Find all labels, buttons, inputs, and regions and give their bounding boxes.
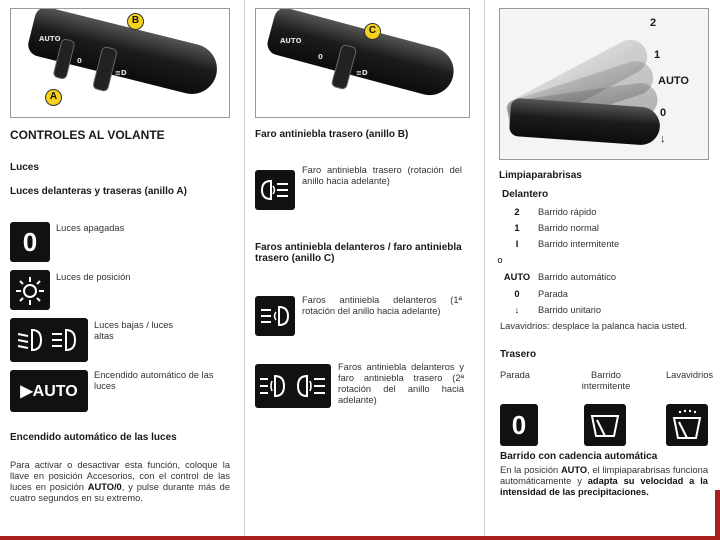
washer-text: Lavavidrios: desplace la palanca hacia usted. xyxy=(500,321,688,331)
item-label: Luces bajas / luces altas xyxy=(94,320,174,341)
callout-c: C xyxy=(364,23,381,40)
section-rear-fog: Faro antiniebla trasero (anillo B) xyxy=(255,129,409,140)
position-label: 2 xyxy=(650,17,657,29)
light-lever-photo xyxy=(10,8,230,118)
both-fog-icon xyxy=(255,364,331,408)
cadencia-paragraph: En la posición AUTO, el limpiaparabrisas funciona automáticamente y adapta su velocidad a la intensidad de las precipitaciones. xyxy=(500,465,709,497)
column-divider xyxy=(244,0,245,540)
item-label: Encendido automático de las luces xyxy=(94,370,214,391)
lever-mark: 0 xyxy=(318,53,323,61)
wiper-row: 0 Parada xyxy=(514,289,568,299)
section-luces-sub: Luces delanteras y traseras (anillo A) xyxy=(10,186,187,197)
rear-wiper-icon xyxy=(584,404,626,446)
fog-lever-photo xyxy=(255,8,470,118)
section-auto-title: Encendido automático de las luces xyxy=(10,432,177,443)
fog-light-icon xyxy=(255,364,331,408)
rear-label-lavavidrios: Lavavidrios xyxy=(666,370,714,380)
position-label: ↓ xyxy=(660,133,666,145)
wiper-row: o xyxy=(497,255,503,265)
callout-b: B xyxy=(127,13,144,30)
auto-paragraph: Para activar o desactivar esta función, coloque la llave en posición Accesorios, con el control de las luces en posición AUTO/0, y pulse durante más de cuatro segundos en su extremo. xyxy=(10,460,231,503)
wiper-row: 1 Barrido normal xyxy=(514,223,599,233)
position-label: 0 xyxy=(660,107,667,119)
section-luces: Luces xyxy=(10,162,39,173)
section-fogs: Faros antiniebla delanteros / faro antiniebla trasero (anillo C) xyxy=(255,242,462,264)
wiper-row: I Barrido intermitente xyxy=(515,239,620,249)
page-title: CONTROLES AL VOLANTE xyxy=(10,128,165,142)
auto-lights-icon: ▶AUTO xyxy=(10,370,88,412)
accent-bar-bottom xyxy=(0,536,720,540)
lever-shape xyxy=(265,8,459,101)
headlight-icon xyxy=(10,318,88,362)
position-label: 1 xyxy=(654,49,661,61)
rear-washer-icon xyxy=(666,404,708,446)
callout-a: A xyxy=(45,89,62,106)
lever-mark: AUTO xyxy=(39,35,61,43)
front-fog-label: Faros antiniebla delanteros (1ª rotación del anillo hacia adelante) xyxy=(302,295,462,316)
wiper-row: 2 Barrido rápido xyxy=(514,207,597,217)
wiper-icon xyxy=(584,404,626,446)
rear-label-parada: Parada xyxy=(500,370,530,380)
low-high-beams-icon xyxy=(10,318,88,362)
section-wipers: Limpiaparabrisas xyxy=(499,170,582,181)
fog-light-icon xyxy=(255,296,295,336)
lever-mark: 0 xyxy=(77,57,82,65)
lever-mark: ≡D xyxy=(115,69,127,77)
wiper-row: ↓ Barrido unitario xyxy=(514,305,602,315)
washer-icon xyxy=(666,404,708,446)
rear-fog-icon xyxy=(255,170,295,210)
accent-bar-side xyxy=(715,490,720,540)
sun-icon xyxy=(10,270,50,310)
lever-mark: ≡D xyxy=(356,69,368,77)
rear-off-icon: 0 xyxy=(500,404,538,446)
rear-label-intermitente: Barrido intermitente xyxy=(581,370,631,391)
item-label: Luces apagadas xyxy=(56,223,125,233)
position-label: AUTO xyxy=(658,75,689,87)
light-off-icon: 0 xyxy=(10,222,50,262)
section-front: Delantero xyxy=(502,189,549,200)
front-fog-icon xyxy=(255,296,295,336)
rear-fog-label: Faro antiniebla trasero (rotación del anillo hacia adelante) xyxy=(302,165,462,186)
wiper-lever-photo xyxy=(499,8,709,160)
position-lights-icon xyxy=(10,270,50,310)
item-label: Luces de posición xyxy=(56,272,131,282)
lever-mark: AUTO xyxy=(280,37,302,45)
column-divider xyxy=(484,0,485,540)
lever-shape xyxy=(26,8,222,99)
fog-light-icon xyxy=(255,170,295,210)
both-fog-label: Faros antiniebla delanteros y faro antiniebla trasero (2ª rotación del anillo hacia adelante) xyxy=(338,362,464,405)
wiper-row: AUTO Barrido automático xyxy=(503,272,617,282)
section-cadencia: Barrido con cadencia automática xyxy=(500,451,658,462)
section-rear: Trasero xyxy=(500,349,537,360)
